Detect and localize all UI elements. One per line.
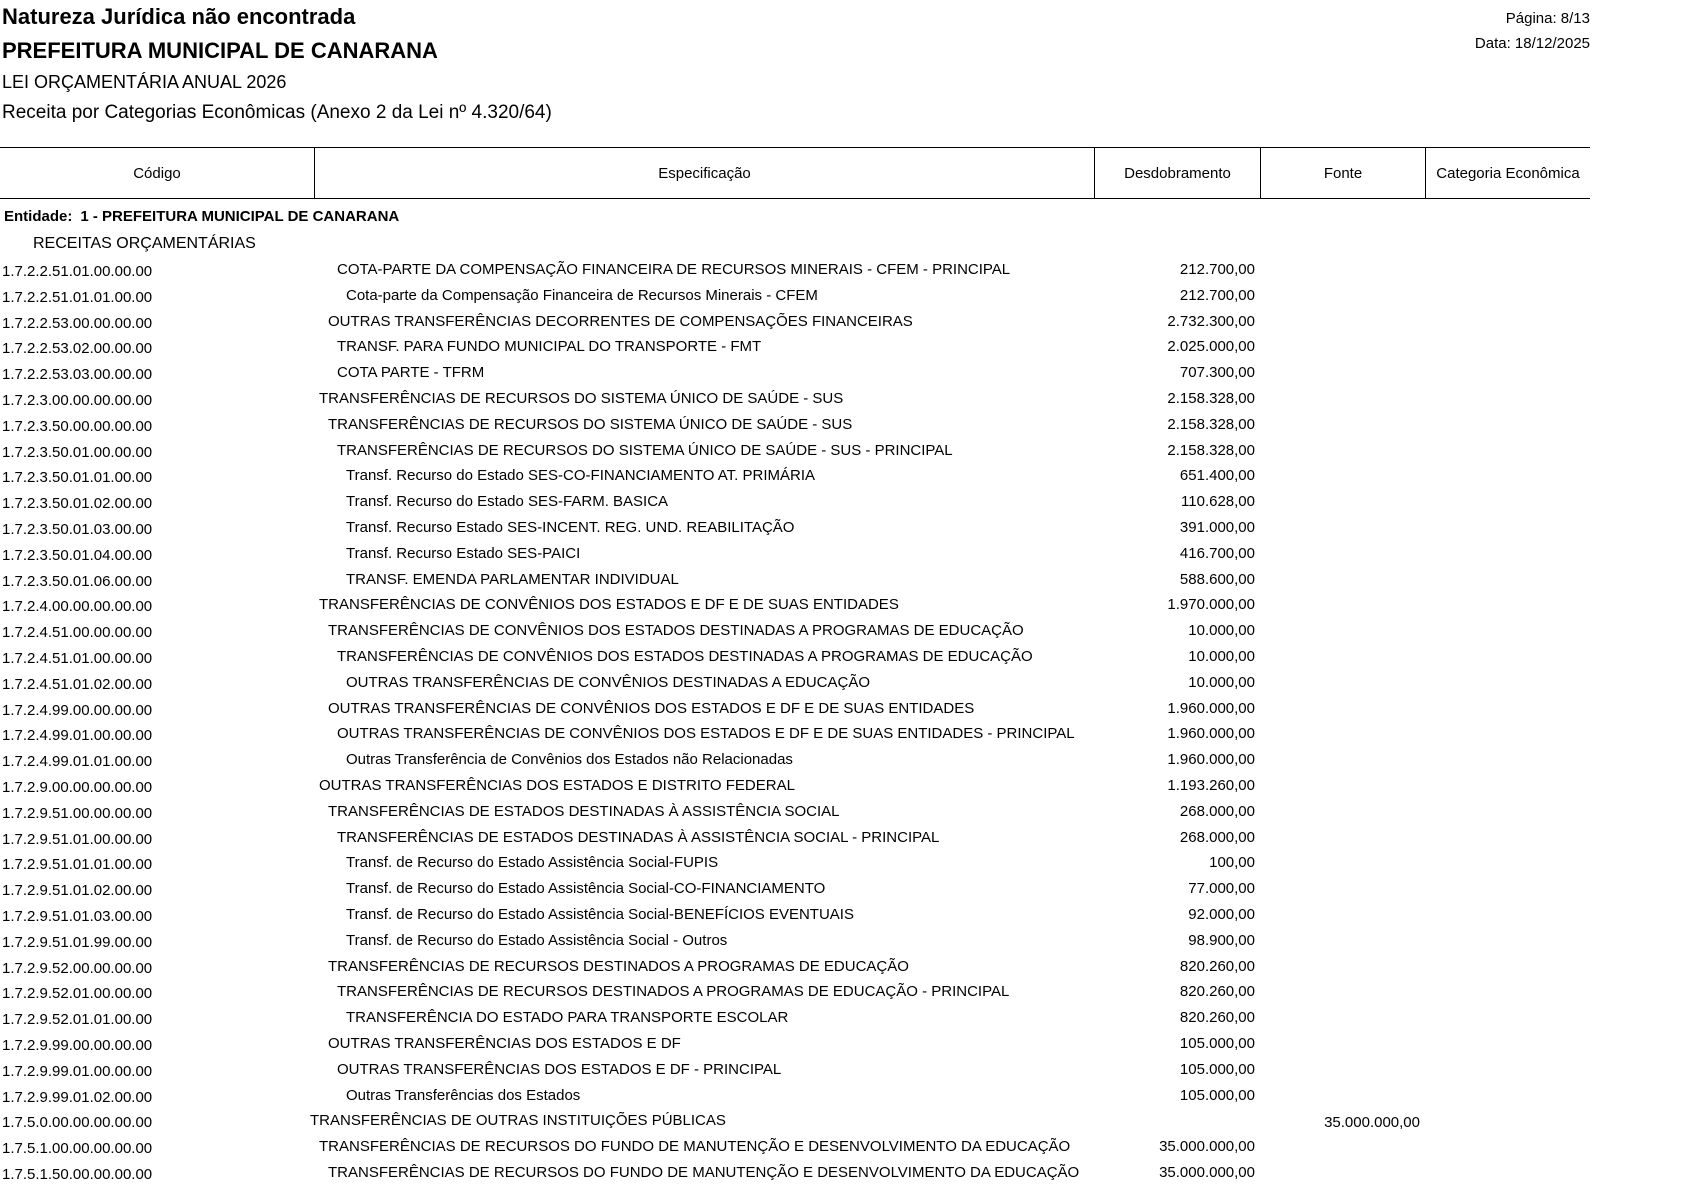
row-desdobramento: 92.000,00	[1188, 905, 1255, 923]
entity-label: Entidade:	[4, 208, 73, 225]
table-row	[0, 517, 1590, 543]
header-desdobramento: Desdobramento	[1095, 148, 1261, 198]
table-row	[0, 336, 1590, 362]
row-specification: Transf. Recurso do Estado SES-FARM. BASICA	[346, 493, 669, 511]
row-code: 1.7.2.9.99.00.00.00.00	[2, 1036, 153, 1054]
row-code: 1.7.2.4.51.00.00.00.00	[2, 624, 153, 642]
row-code: 1.7.2.9.99.01.02.00.00	[2, 1088, 153, 1106]
row-desdobramento: 10.000,00	[1188, 647, 1255, 665]
header-categoria-economica: Categoria Econômica	[1436, 164, 1580, 182]
row-desdobramento: 212.700,00	[1179, 261, 1255, 278]
row-specification: TRANSFERÊNCIAS DE CONVÊNIOS DOS ESTADOS DESTINADAS A PROGRAMAS DE EDUCAÇÃO	[328, 622, 1024, 640]
row-specification: TRANSFERÊNCIAS DE RECURSOS DESTINADOS A PROGRAMAS DE EDUCAÇÃO - PRINCIPAL	[337, 983, 1010, 1001]
row-desdobramento: 1.960.000,00	[1167, 725, 1255, 743]
row-specification: TRANSFERÊNCIAS DE RECURSOS DO SISTEMA ÚNICO DE SAÚDE - SUS	[328, 415, 853, 433]
header-especificacao: Especificação	[315, 148, 1095, 198]
table-row	[0, 749, 1590, 775]
row-code: 1.7.2.4.99.01.01.00.00	[2, 753, 153, 771]
table-row	[0, 981, 1590, 1007]
row-specification: TRANSFERÊNCIAS DE ESTADOS DESTINADAS À ASSISTÊNCIA SOCIAL - PRINCIPAL	[337, 828, 940, 846]
row-code: 1.7.2.3.50.01.00.00.00	[2, 443, 153, 461]
table-row	[0, 362, 1590, 388]
row-code: 1.7.2.4.51.01.02.00.00	[2, 675, 153, 693]
page-info	[1475, 6, 1590, 56]
row-code: 1.7.2.9.52.01.00.00.00	[2, 985, 153, 1003]
row-desdobramento: 416.700,00	[1179, 544, 1255, 562]
header-codigo: Código	[0, 148, 315, 198]
row-code: 1.7.2.4.00.00.00.00.00	[2, 598, 153, 616]
row-specification: TRANSFERÊNCIAS DE RECURSOS DO FUNDO DE MANUTENÇÃO E DESENVOLVIMENTO DA EDUCAÇÃO	[319, 1138, 1071, 1156]
table-body	[0, 259, 1590, 1188]
row-desdobramento: 2.158.328,00	[1167, 441, 1255, 459]
table-row	[0, 1136, 1590, 1162]
row-code: 1.7.2.4.99.00.00.00.00	[2, 701, 153, 719]
table-row	[0, 1007, 1590, 1033]
row-code: 1.7.2.9.00.00.00.00.00	[2, 778, 153, 796]
table-row	[0, 414, 1590, 440]
row-desdobramento: 1.960.000,00	[1167, 751, 1255, 769]
row-code: 1.7.5.1.00.00.00.00.00	[2, 1140, 153, 1158]
table-row	[0, 569, 1590, 595]
row-desdobramento: 105.000,00	[1179, 1086, 1255, 1104]
row-code: 1.7.2.9.51.01.01.00.00	[2, 856, 153, 874]
row-code: 1.7.2.9.52.01.01.00.00	[2, 1011, 153, 1029]
row-specification: TRANSFERÊNCIAS DE RECURSOS DO FUNDO DE MANUTENÇÃO E DESENVOLVIMENTO DA EDUCAÇÃO	[328, 1163, 1080, 1181]
row-desdobramento: 105.000,00	[1179, 1060, 1255, 1078]
row-desdobramento: 588.600,00	[1179, 570, 1255, 588]
row-code: 1.7.2.3.00.00.00.00.00	[2, 391, 153, 409]
row-desdobramento: 2.732.300,00	[1167, 312, 1255, 330]
table-row	[0, 388, 1590, 414]
row-specification: Cota-parte da Compensação Financeira de Recursos Minerais - CFEM	[346, 286, 818, 304]
row-specification: Transf. de Recurso do Estado Assistência Social-FUPIS	[346, 854, 719, 872]
row-specification: Transf. de Recurso do Estado Assistência Social - Outros	[346, 931, 728, 949]
table-row	[0, 878, 1590, 904]
table-row	[0, 775, 1590, 801]
row-specification: TRANSF. EMENDA PARLAMENTAR INDIVIDUAL	[346, 570, 679, 588]
table-row	[0, 672, 1590, 698]
row-specification: Transf. de Recurso do Estado Assistência Social-BENEFÍCIOS EVENTUAIS	[346, 905, 854, 923]
row-code: 1.7.2.2.53.03.00.00.00	[2, 366, 153, 384]
row-specification: Transf. Recurso Estado SES-INCENT. REG. UND. REABILITAÇÃO	[346, 518, 795, 536]
row-code: 1.7.2.9.99.01.00.00.00	[2, 1062, 153, 1080]
row-desdobramento: 820.260,00	[1179, 1009, 1255, 1027]
row-code: 1.7.2.2.53.00.00.00.00	[2, 314, 153, 332]
row-desdobramento: 2.158.328,00	[1167, 389, 1255, 407]
row-specification: TRANSFERÊNCIAS DE RECURSOS DO SISTEMA ÚNICO DE SAÚDE - SUS - PRINCIPAL	[337, 441, 953, 459]
table-header	[0, 147, 1590, 199]
table-row	[0, 465, 1590, 491]
table-row	[0, 801, 1590, 827]
table-row	[0, 904, 1590, 930]
table-row	[0, 311, 1590, 337]
table-row	[0, 543, 1590, 569]
row-specification: Outras Transferência de Convênios dos Estados não Relacionadas	[346, 751, 793, 769]
row-desdobramento: 391.000,00	[1179, 518, 1255, 536]
table-row	[0, 827, 1590, 853]
row-desdobramento: 2.158.328,00	[1167, 415, 1255, 433]
row-specification: TRANSFERÊNCIAS DE ESTADOS DESTINADAS À ASSISTÊNCIA SOCIAL	[328, 802, 840, 820]
table-row	[0, 1110, 1590, 1136]
row-specification: OUTRAS TRANSFERÊNCIAS DOS ESTADOS E DISTRITO FEDERAL	[319, 776, 795, 794]
row-code: 1.7.2.3.50.01.03.00.00	[2, 520, 153, 538]
table-row	[0, 285, 1590, 311]
table-row	[0, 646, 1590, 672]
row-desdobramento: 100,00	[1209, 854, 1255, 872]
table-row	[0, 1162, 1590, 1188]
row-desdobramento: 110.628,00	[1181, 493, 1255, 511]
row-desdobramento: 105.000,00	[1179, 1034, 1255, 1052]
row-specification: OUTRAS TRANSFERÊNCIAS DE CONVÊNIOS DESTINADAS A EDUCAÇÃO	[346, 673, 870, 691]
row-code: 1.7.2.4.51.01.00.00.00	[2, 649, 153, 667]
report-title-nature: Natureza Jurídica não encontrada	[2, 4, 356, 29]
row-code: 1.7.2.3.50.01.01.00.00	[2, 469, 153, 487]
row-desdobramento: 35.000.000,00	[1159, 1163, 1255, 1181]
report-date: Data: 18/12/2025	[1474, 35, 1590, 52]
row-desdobramento: 820.260,00	[1179, 983, 1255, 1001]
row-desdobramento: 98.900,00	[1188, 931, 1255, 949]
row-code: 1.7.2.3.50.00.00.00.00	[2, 417, 153, 435]
table-row	[0, 698, 1590, 724]
table-row	[0, 956, 1590, 982]
table-row	[0, 1059, 1590, 1085]
entity-line	[4, 208, 399, 225]
row-code: 1.7.2.9.52.00.00.00.00	[2, 959, 153, 977]
table-row	[0, 594, 1590, 620]
row-desdobramento: 268.000,00	[1179, 828, 1255, 846]
table-row	[0, 620, 1590, 646]
table-row	[0, 491, 1590, 517]
row-code: 1.7.2.3.50.01.06.00.00	[2, 572, 153, 590]
row-specification: TRANSFERÊNCIAS DE CONVÊNIOS DOS ESTADOS DESTINADAS A PROGRAMAS DE EDUCAÇÃO	[337, 647, 1033, 665]
row-code: 1.7.5.1.50.00.00.00.00	[2, 1165, 153, 1183]
row-specification: COTA-PARTE DA COMPENSAÇÃO FINANCEIRA DE RECURSOS MINERAIS - CFEM - PRINCIPAL	[337, 261, 1011, 278]
table-row	[0, 1033, 1590, 1059]
row-desdobramento: 1.960.000,00	[1167, 699, 1255, 717]
row-code: 1.7.2.4.99.01.00.00.00	[2, 727, 153, 745]
row-code: 1.7.5.0.00.00.00.00.00	[2, 1114, 153, 1132]
row-code: 1.7.2.3.50.01.04.00.00	[2, 546, 153, 564]
report-title-law: LEI ORÇAMENTÁRIA ANUAL 2026	[2, 72, 287, 92]
table-row	[0, 852, 1590, 878]
row-desdobramento: 820.260,00	[1179, 957, 1255, 975]
row-specification: TRANSFERÊNCIAS DE RECURSOS DESTINADOS A PROGRAMAS DE EDUCAÇÃO	[328, 957, 909, 975]
report-title-entity: PREFEITURA MUNICIPAL DE CANARANA	[2, 38, 438, 63]
row-specification: OUTRAS TRANSFERÊNCIAS DOS ESTADOS E DF - PRINCIPAL	[337, 1060, 782, 1078]
row-specification: Transf. Recurso Estado SES-PAICI	[346, 544, 581, 562]
row-desdobramento: 77.000,00	[1188, 880, 1255, 898]
row-desdobramento: 10.000,00	[1188, 622, 1255, 640]
row-code: 1.7.2.2.51.01.01.00.00	[2, 288, 153, 306]
row-specification: OUTRAS TRANSFERÊNCIAS DE CONVÊNIOS DOS ESTADOS E DF E DE SUAS ENTIDADES - PRINCIPAL	[337, 725, 1075, 743]
row-specification: OUTRAS TRANSFERÊNCIAS DECORRENTES DE COMPENSAÇÕES FINANCEIRAS	[328, 312, 913, 330]
row-code: 1.7.2.2.53.02.00.00.00	[2, 340, 153, 358]
row-desdobramento: 707.300,00	[1179, 364, 1255, 382]
row-code: 1.7.2.9.51.00.00.00.00	[2, 804, 153, 822]
page-number: Página: 8/13	[1505, 10, 1590, 27]
row-code: 1.7.2.3.50.01.02.00.00	[2, 495, 153, 513]
row-specification: TRANSFERÊNCIAS DE CONVÊNIOS DOS ESTADOS E DF E DE SUAS ENTIDADES	[319, 596, 899, 614]
row-fonte: 35.000.000,00	[1324, 1114, 1420, 1132]
entity-value: 1 - PREFEITURA MUNICIPAL DE CANARANA	[80, 208, 400, 225]
row-specification: COTA PARTE - TFRM	[337, 364, 485, 382]
row-code: 1.7.2.9.51.01.99.00.00	[2, 933, 153, 951]
header-fonte: Fonte	[1261, 148, 1426, 198]
row-desdobramento: 10.000,00	[1188, 673, 1255, 691]
row-specification: TRANSFERÊNCIAS DE RECURSOS DO SISTEMA ÚNICO DE SAÚDE - SUS	[319, 389, 844, 407]
table-row	[0, 259, 1590, 285]
row-specification: Transf. de Recurso do Estado Assistência Social-CO-FINANCIAMENTO	[346, 880, 826, 898]
table-row	[0, 723, 1590, 749]
row-code: 1.7.2.9.51.01.02.00.00	[2, 882, 153, 900]
row-desdobramento: 268.000,00	[1179, 802, 1255, 820]
row-specification: OUTRAS TRANSFERÊNCIAS DOS ESTADOS E DF	[328, 1034, 681, 1052]
row-code: 1.7.2.2.51.01.00.00.00	[2, 263, 153, 280]
row-desdobramento: 35.000.000,00	[1159, 1138, 1255, 1156]
table-row	[0, 1085, 1590, 1111]
row-code: 1.7.2.9.51.01.00.00.00	[2, 830, 153, 848]
row-desdobramento: 212.700,00	[1179, 286, 1255, 304]
row-code: 1.7.2.9.51.01.03.00.00	[2, 907, 153, 925]
table-row	[0, 440, 1590, 466]
row-specification: OUTRAS TRANSFERÊNCIAS DE CONVÊNIOS DOS ESTADOS E DF E DE SUAS ENTIDADES	[328, 699, 975, 717]
section-title: RECEITAS ORÇAMENTÁRIAS	[33, 235, 256, 252]
row-desdobramento: 651.400,00	[1179, 467, 1255, 485]
row-specification: TRANSFERÊNCIA DO ESTADO PARA TRANSPORTE ESCOLAR	[346, 1009, 789, 1027]
row-specification: TRANSF. PARA FUNDO MUNICIPAL DO TRANSPORTE - FMT	[337, 338, 762, 356]
row-specification: TRANSFERÊNCIAS DE OUTRAS INSTITUIÇÕES PÚBLICAS	[310, 1112, 726, 1130]
report-subtitle: Receita por Categorias Econômicas (Anexo 2 da Lei nº 4.320/64)	[2, 102, 552, 123]
row-specification: Transf. Recurso do Estado SES-CO-FINANCIAMENTO AT. PRIMÁRIA	[346, 467, 816, 485]
row-desdobramento: 1.193.260,00	[1167, 776, 1255, 794]
row-desdobramento: 1.970.000,00	[1167, 596, 1255, 614]
table-row	[0, 930, 1590, 956]
row-desdobramento: 2.025.000,00	[1167, 338, 1255, 356]
row-specification: Outras Transferências dos Estados	[346, 1086, 581, 1104]
